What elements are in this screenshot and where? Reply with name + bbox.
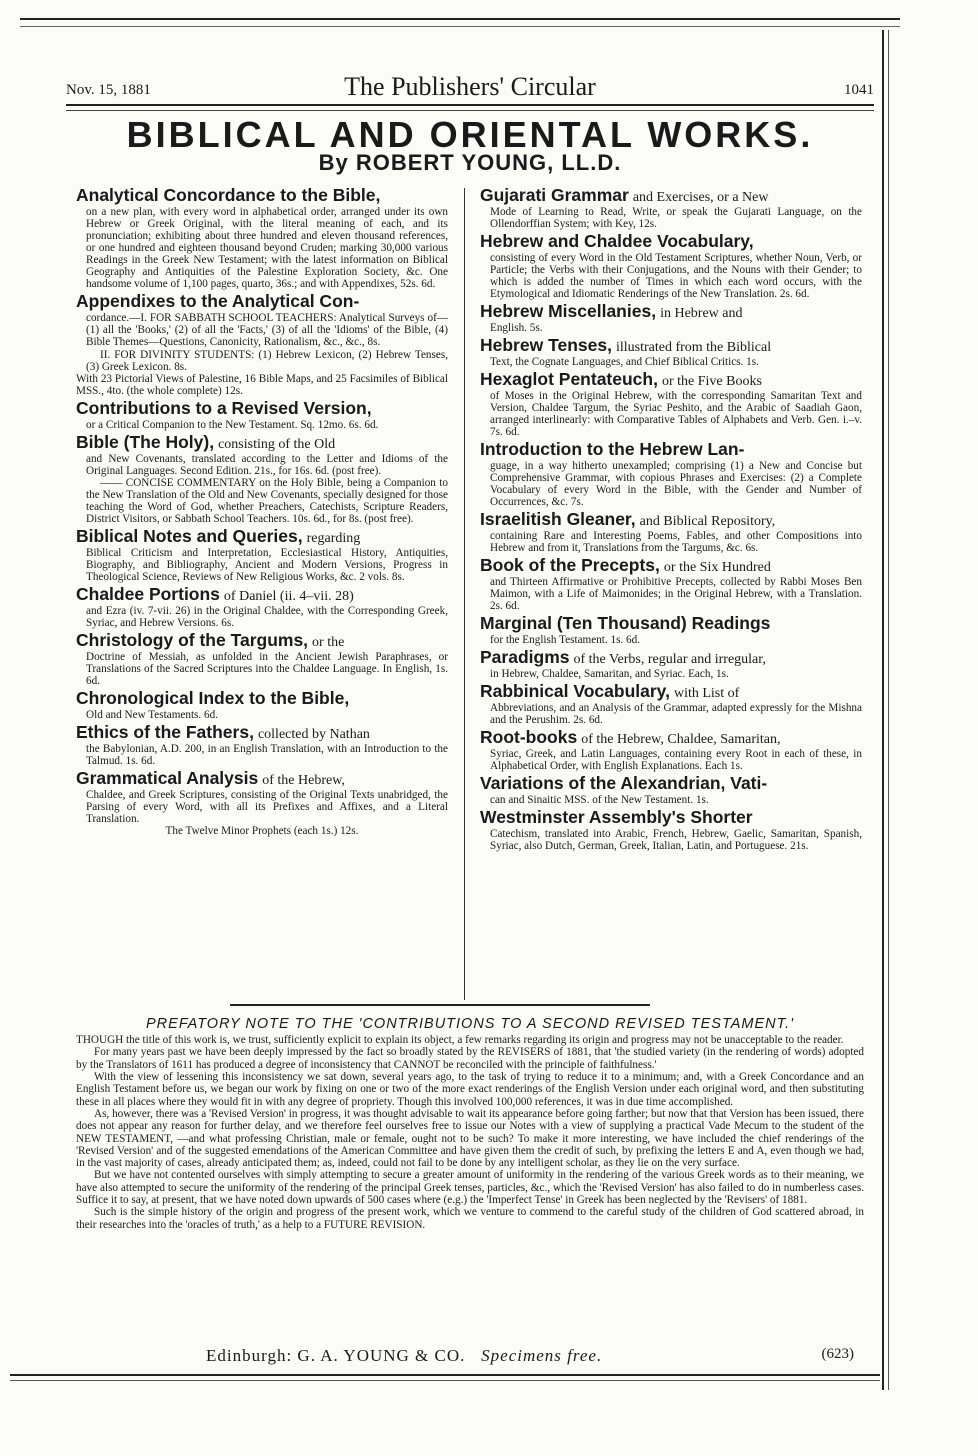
book-title-continuation: or the xyxy=(312,635,345,651)
book-entry-heading xyxy=(480,186,862,206)
book-title: Rabbinical Vocabulary, xyxy=(480,681,670,702)
footer-note: Specimens free. xyxy=(481,1346,603,1365)
book-description: for the English Testament. 1s. 6d. xyxy=(490,634,641,647)
book-description: Old and New Testaments. 6d. xyxy=(86,709,218,722)
book-entry xyxy=(76,527,448,583)
book-entry-heading xyxy=(76,186,448,206)
book-subentry: With 23 Pictorial Views of Palestine, 16 Bible Maps, and 25 Facsimiles of Biblical MSS., 4to. (the whole complete) 12s. xyxy=(76,372,448,397)
book-entry-heading xyxy=(480,648,862,668)
book-description: or a Critical Companion to the New Testament. Sq. 12mo. 6s. 6d. xyxy=(86,418,379,431)
book-description: Text, the Cognate Languages, and Chief Biblical Critics. 1s. xyxy=(490,355,759,368)
header-page-number: 1041 xyxy=(844,82,874,98)
footer-publisher: Edinburgh: G. A. YOUNG & CO. xyxy=(206,1346,466,1365)
book-description: in Hebrew, Chaldee, Samaritan, and Syriac. Each, 1s. xyxy=(490,668,729,681)
book-description: Biblical Criticism and Interpretation, Ecclesiastical History, Antiquities, Biography, and Bibliography, Ancient and Modern Versions, Progress in Theological Science, Reviews of New Religious Works, &c. 2 vols. 8s. xyxy=(86,546,448,584)
top-border xyxy=(20,18,900,20)
book-title: Appendixes to the Analytical Con- xyxy=(76,291,360,312)
book-title: Grammatical Analysis xyxy=(76,768,259,789)
book-description: Chaldee, and Greek Scriptures, consisting of the Original Texts unabridged, the Parsing of every Word, with all its Prefixes and Affixes, and a Literal Translation. xyxy=(86,788,448,826)
book-description: Syriac, Greek, and Latin Languages, containing every Root in each of these, in Alphabetical Order, with English Explanations. Each 1s. xyxy=(490,747,862,772)
header-title: The Publishers' Circular xyxy=(344,72,596,101)
book-title: Israelitish Gleaner, xyxy=(480,509,636,530)
prefatory-paragraph: Such is the simple history of the origin and progress of the present work, which we venture to commend to the careful study of the children of God scattered abroad, in their researches into the 'oracles of truth,' as a help to a FUTURE REVISION. xyxy=(76,1206,864,1231)
book-entry-heading xyxy=(76,399,448,419)
header-rule-thin xyxy=(66,110,874,111)
book-entry xyxy=(76,186,448,290)
book-title-continuation: of the Hebrew, Chaldee, Samaritan, xyxy=(581,732,781,748)
book-title: Westminster Assembly's Shorter xyxy=(480,806,753,827)
book-title: Contributions to a Revised Version, xyxy=(76,397,372,418)
book-entry-heading xyxy=(76,631,448,651)
book-entry-heading xyxy=(480,774,862,794)
book-entry-heading xyxy=(480,614,862,634)
header-date: Nov. 15, 1881 xyxy=(66,82,151,98)
prefatory-title: PREFATORY NOTE TO THE 'CONTRIBUTIONS TO A SECOND REVISED TESTAMENT.' xyxy=(146,1016,794,1032)
book-title: Gujarati Grammar xyxy=(480,185,629,205)
book-entry-heading xyxy=(480,302,862,322)
book-title: Root-books xyxy=(480,727,578,748)
book-entry xyxy=(480,336,862,368)
book-title: Biblical Notes and Queries, xyxy=(76,526,303,547)
top-border-thin xyxy=(20,26,900,27)
book-entry xyxy=(76,723,448,767)
book-title: Chaldee Portions xyxy=(76,584,220,605)
book-description: Catechism, translated into Arabic, French, Hebrew, Gaelic, Samaritan, Spanish, Syriac, also Dutch, German, Greek, Italian, Latin, and Portuguese. 21s. xyxy=(490,827,862,852)
book-entry-heading xyxy=(480,336,862,356)
book-entry xyxy=(480,614,862,646)
book-title: Ethics of the Fathers, xyxy=(76,722,254,743)
book-title: Hebrew Tenses, xyxy=(480,335,612,356)
book-description: containing Rare and Interesting Poems, Fables, and other Compositions into Hebrew and from it, Translations from the Targums, &c. 6s. xyxy=(490,530,862,555)
book-description: cordance.—I. FOR SABBATH SCHOOL TEACHERS: Analytical Surveys of—(1) all the 'Books,' (2) of all the 'Facts,' (3) of all the 'Idioms' of the Bible, (4) Bible Themes—Questions, Canonicity, Rationalism, &c., &c., 8s. xyxy=(86,312,448,349)
book-entry-heading xyxy=(76,769,448,789)
book-entry xyxy=(480,556,862,612)
book-entry xyxy=(76,585,448,629)
book-entry xyxy=(480,774,862,806)
book-title: Paradigms xyxy=(480,647,570,668)
book-entry xyxy=(76,292,448,396)
book-entry xyxy=(480,682,862,726)
book-entry-heading xyxy=(480,728,862,748)
book-entry xyxy=(76,631,448,687)
book-entry xyxy=(480,186,862,230)
book-entry xyxy=(480,370,862,438)
right-border xyxy=(882,30,884,1390)
book-entry-heading xyxy=(76,433,448,453)
book-description: can and Sinaitic MSS. of the New Testament. 1s. xyxy=(490,793,709,806)
book-description: Mode of Learning to Read, Write, or speak the Gujarati Language, on the Ollendorffian System; with Key, 12s. xyxy=(490,205,862,230)
book-description: the Babylonian, A.D. 200, in an English Translation, with an Introduction to the Talmud. 1s. 6d. xyxy=(86,742,448,768)
book-entry-heading xyxy=(76,723,448,743)
book-entry-heading xyxy=(76,585,448,605)
book-entry-heading xyxy=(76,689,448,709)
book-description: guage, in a way hitherto unexampled; comprising (1) a New and Concise but Comprehensive Grammar, with copious Phrases and Exercises: (2) a Complete Vocabulary of every Word in the Bible, with the Gender and Number of Occurrences, &c. 7s. xyxy=(490,459,862,509)
book-entry xyxy=(480,302,862,334)
book-entry xyxy=(76,689,448,721)
column-divider xyxy=(464,188,465,1000)
book-title: Christology of the Targums, xyxy=(76,630,309,651)
book-title-continuation: of the Hebrew, xyxy=(262,773,345,789)
page-footer xyxy=(66,1346,874,1370)
prefatory-paragraph: But we have not contented ourselves with simply attempting to secure a greater amount of uniformity in the rendering of the various Greek words as to their meaning, we have also attempted to secure the uniformity of the rendering of the principal Greek tenses, particles, &c., which the 'Revised Version' has also failed to do in numberless cases. Suffice it to say, at present, that we have noted down upwards of 500 cases where (e.g.) the 'Imperfect Tense' in Greek has been neglected by the 'Revisers' of 1881. xyxy=(76,1169,864,1207)
book-description: and New Covenants, translated according to the Letter and Idioms of the Original Languages. Second Edition. 21s., for 16s. 6d. (post free). xyxy=(86,452,448,477)
book-title-continuation: and Exercises, or a New xyxy=(632,190,769,205)
book-entry xyxy=(76,399,448,431)
book-title-continuation: regarding xyxy=(306,531,361,547)
book-description: on a new plan, with every word in alphabetical order, arranged under its own Hebrew or Greek Original, with the literal meaning of each, and its pronunciation; exhibiting about three hundred and eleven thousand references, or one hundred and eighteen thousand beyond Cruden; marking 30,000 various Readings in the Greek New Testament; with the latest information on Biblical Geography and Antiquities of the Palestine Exploration Society, &c. One handsome volume of 1,100 pages, quarto, 36s.; and with Appendixes, 52s. 6d. xyxy=(86,205,448,291)
book-entry-heading xyxy=(480,232,862,252)
book-entry-heading xyxy=(480,556,862,576)
book-subentry: II. FOR DIVINITY STUDENTS: (1) Hebrew Lexicon, (2) Hebrew Tenses, (3) Greek Lexicon. 8s. xyxy=(86,348,448,373)
book-description: English. 5s. xyxy=(490,321,543,334)
prefatory-paragraph: As, however, there was a 'Revised Version' in progress, it was thought advisable to wait its appearance before going farther; but now that that Version has been issued, there does not appear any reason for further delay, and we therefore feel ourselves free to issue our Notes with a view of supplying a practical Vade Mecum to the student of the NEW TESTAMENT, —and what professing Christian, male or female, ought not to be such? To make it more interesting, we have included the chief renderings of the 'Revised Version' and of the suggested emendations of the American Committee and have given them the credit of such, by prefixing the letters E and A, even though we had, in the vast majority of cases, already anticipated them; as, indeed, could not fail to be done by any intelligent scholar, as they lie on the very surface. xyxy=(76,1107,864,1170)
footer-publisher-line xyxy=(206,1346,602,1366)
book-description: Doctrine of Messiah, as unfolded in the Ancient Jewish Paraphrases, or Translations of the Sacred Scriptures into the Chaldee Language. In English, 1s. 6d. xyxy=(86,651,448,688)
section-separator xyxy=(230,1004,650,1006)
prefatory-note xyxy=(76,1016,864,1231)
prefatory-paragraph: THOUGH the title of this work is, we trust, sufficiently explicit to explain its object, a few remarks regarding its origin and progress may not be unacceptable to the reader. xyxy=(76,1034,844,1046)
book-entry xyxy=(480,510,862,554)
book-entry xyxy=(480,808,862,852)
book-entry xyxy=(480,440,862,508)
book-title-continuation: and Biblical Repository, xyxy=(639,514,776,530)
book-title: Analytical Concordance to the Bible, xyxy=(76,185,381,205)
book-title-continuation: of Daniel (ii. 4–vii. 28) xyxy=(223,589,354,605)
right-border-thin xyxy=(888,30,889,1390)
footer-number: (623) xyxy=(821,1346,854,1362)
book-title: Book of the Precepts, xyxy=(480,555,660,576)
page-header xyxy=(66,72,874,104)
bottom-border xyxy=(10,1374,880,1376)
advert-byline: By ROBERT YOUNG, LL.D. xyxy=(318,150,622,175)
book-title-continuation: collected by Nathan xyxy=(257,727,370,743)
book-title-continuation: illustrated from the Biblical xyxy=(615,340,772,356)
book-description: of Moses in the Original Hebrew, with the corresponding Samaritan Text and Version, Chaldee Targum, the Syriac Peshito, and the Arabic of Saadiah Gaon, arranged interlinearly: with Comparative Tables of Alphabets and Verb. Gen. i.–v. 7s. 6d. xyxy=(490,389,862,439)
book-title: Hexaglot Pentateuch, xyxy=(480,368,658,389)
book-title: Variations of the Alexandrian, Vati- xyxy=(480,773,768,794)
prefatory-paragraph: With the view of lessening this inconsistency we sat down, several years ago, to the task of trying to reduce it to a minimum; and, with a Greek Concordance and an English Testament before us, we began our work by fixing on one or two of the more exact renderings of the English Version under each original word, and then substituting these in all places where they would fit in with any degree of propriety. Though this involved 100,000 references, it was in due time accomplished. xyxy=(76,1070,864,1108)
book-entry-heading xyxy=(480,440,862,460)
book-entry xyxy=(480,232,862,300)
book-entry-heading xyxy=(480,510,862,530)
book-subentry: —— CONCISE COMMENTARY on the Holy Bible, being a Companion to the New Translation of the Old and New Covenants, specially designed for those teaching the Word of God, whether Preachers, Catechists, Scripture Readers, District Visitors, or Sabbath School Teachers. 10s. 6d., for 8s. (post free). xyxy=(86,476,448,526)
book-entry xyxy=(76,769,448,837)
prefatory-paragraph: For many years past we have been deeply impressed by the fact so broadly stated by the REVISERS of 1881, that 'the studied variety (in the rendering of words) adopted by the Translators of 1611 has produced a degree of inconsistency that CANNOT be reconciled with the principle of faithfulness.' xyxy=(76,1046,864,1071)
book-entry-heading xyxy=(76,292,448,312)
book-entry xyxy=(480,648,862,680)
book-description: consisting of every Word in the Old Testament Scriptures, whether Noun, Verb, or Particle; the Verbs with their Conjugations, and the Nouns with their Gender; to which is added the number of Times in which each word occurs, with the Etymological and Idiomatic Renderings of the New Translation. 2s. 6d. xyxy=(490,251,862,301)
book-title-continuation: consisting of the Old xyxy=(218,436,336,452)
book-title-continuation: in Hebrew and xyxy=(660,306,743,322)
book-entry-heading xyxy=(480,682,862,702)
book-title: Hebrew Miscellanies, xyxy=(480,301,657,322)
book-title: Bible (The Holy), xyxy=(76,431,215,452)
book-title-continuation: of the Verbs, regular and irregular, xyxy=(573,652,766,668)
left-column xyxy=(76,186,448,839)
book-title-continuation: with List of xyxy=(673,686,740,702)
book-title-continuation: or the Six Hundred xyxy=(663,560,771,576)
book-title: Chronological Index to the Bible, xyxy=(76,688,350,709)
book-entry xyxy=(480,728,862,772)
book-subentry: The Twelve Minor Prophets (each 1s.) 12s. xyxy=(165,825,359,838)
bottom-border-thin xyxy=(10,1380,880,1381)
book-entry xyxy=(76,433,448,525)
book-description: and Thirteen Affirmative or Prohibitive Precepts, collected by Rabbi Moses Ben Maimon, with a Life of Maimonides; in the Original Hebrew, with a Translation. 2s. 6d. xyxy=(490,576,862,613)
book-title: Introduction to the Hebrew Lan- xyxy=(480,439,745,460)
book-description: and Ezra (iv. 7-vii. 26) in the Original Chaldee, with the Corresponding Greek, Syriac, and Hebrew Versions. 6s. xyxy=(86,605,448,630)
book-title: Marginal (Ten Thousand) Readings xyxy=(480,613,771,634)
book-title-continuation: or the Five Books xyxy=(661,373,762,389)
advert-title: BIBLICAL AND ORIENTAL WORKS. xyxy=(126,114,814,155)
book-entry-heading xyxy=(480,808,862,828)
book-entry-heading xyxy=(480,370,862,390)
book-entry-heading xyxy=(76,527,448,547)
header-rule xyxy=(66,104,874,106)
book-title: Hebrew and Chaldee Vocabulary, xyxy=(480,230,754,251)
right-column xyxy=(480,186,862,854)
book-description: Abbreviations, and an Analysis of the Grammar, adapted expressly for the Mishna and the Perushim. 2s. 6d. xyxy=(490,701,862,727)
